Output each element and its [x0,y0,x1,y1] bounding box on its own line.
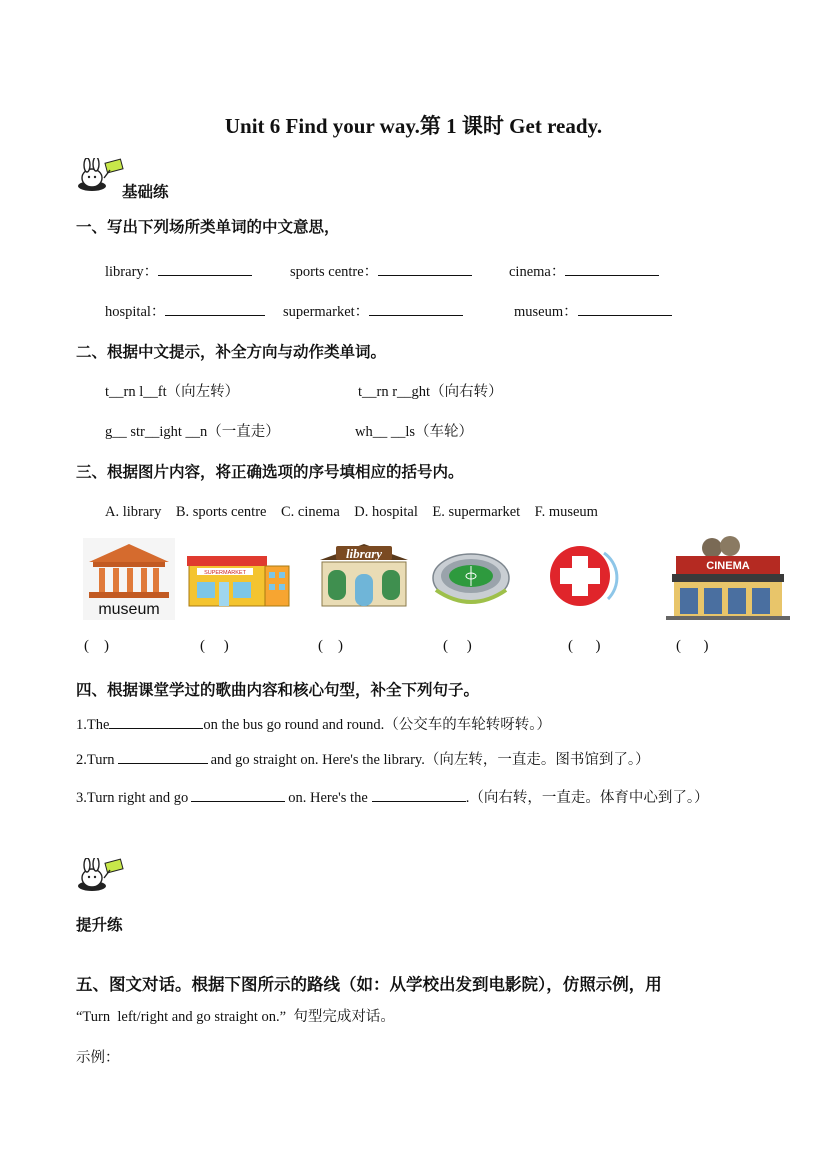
svg-text:SUPERMARKET: SUPERMARKET [204,570,246,576]
q1-item: supermarket： [283,300,463,321]
q2-item: g__ str__ight __n（一直走） [105,424,280,440]
svg-text:library: library [345,546,383,561]
answer-paren[interactable]: ( ) [568,638,601,654]
stadium-picture [430,544,512,608]
q5-instruction: “Turn left/right and go straight on.” 句型完成对话。 [76,1009,395,1025]
q4-heading: 四、根据课堂学过的歌曲内容和核心句型，补全下列句子。 [76,682,480,699]
museum-picture [83,538,175,620]
library-picture [316,540,412,610]
q4-sentence-2: 2.Turn and go straight on. Here's the library.（向左转，一直走。图书馆到了。） [76,748,650,769]
supermarket-picture [187,552,291,608]
svg-text:CINEMA: CINEMA [706,560,750,572]
q4-sentence-1: 1.The on the bus go round and round.（公交车的车轮转呀转。） [76,713,551,734]
q5-example-label: 示例： [76,1050,120,1066]
q2-item: wh__ __ls（车轮） [355,424,474,440]
q1-item: sports centre： [290,260,472,281]
page-title: Unit 6 Find your way.第 1 课时 Get ready. [224,114,603,138]
section-advanced-label: 提升练 [76,917,123,934]
q2-heading: 二、根据中文提示，补全方向与动作类单词。 [76,344,387,361]
q3-options: A. library B. sports centre C. cinema D. hospital E. supermarket F. museum [105,504,598,520]
answer-paren[interactable]: ( ) [318,638,343,654]
q4-sentence-3: 3.Turn right and go on. Here's the .（向右转，一直走。体育中心到了。） [76,786,709,807]
section-basic-label: 基础练 [122,184,169,201]
q2-item: t__rn l__ft（向左转） [105,384,240,400]
q1-item: cinema： [509,260,659,281]
q3-heading: 三、根据图片内容，将正确选项的序号填相应的括号内。 [76,464,464,481]
q5-heading: 五、图文对话。根据下图所示的路线（如：从学校出发到电影院），仿照示例，用 [76,975,662,994]
cinema-picture [666,536,790,622]
hospital-cross-icon [546,543,626,609]
answer-paren[interactable]: ( ) [443,638,472,654]
q1-item: museum： [514,300,672,321]
answer-paren[interactable]: ( ) [84,638,109,654]
q1-heading: 一、写出下列场所类单词的中文意思， [76,219,340,236]
museum-label: museum [98,601,160,618]
q2-item: t__rn r__ght（向右转） [358,384,503,400]
bunny-icon [76,858,124,892]
q1-item: hospital： [105,300,265,321]
bunny-icon [76,158,124,192]
answer-paren[interactable]: ( ) [200,638,229,654]
answer-paren[interactable]: ( ) [676,638,709,654]
q1-item: library： [105,260,252,281]
